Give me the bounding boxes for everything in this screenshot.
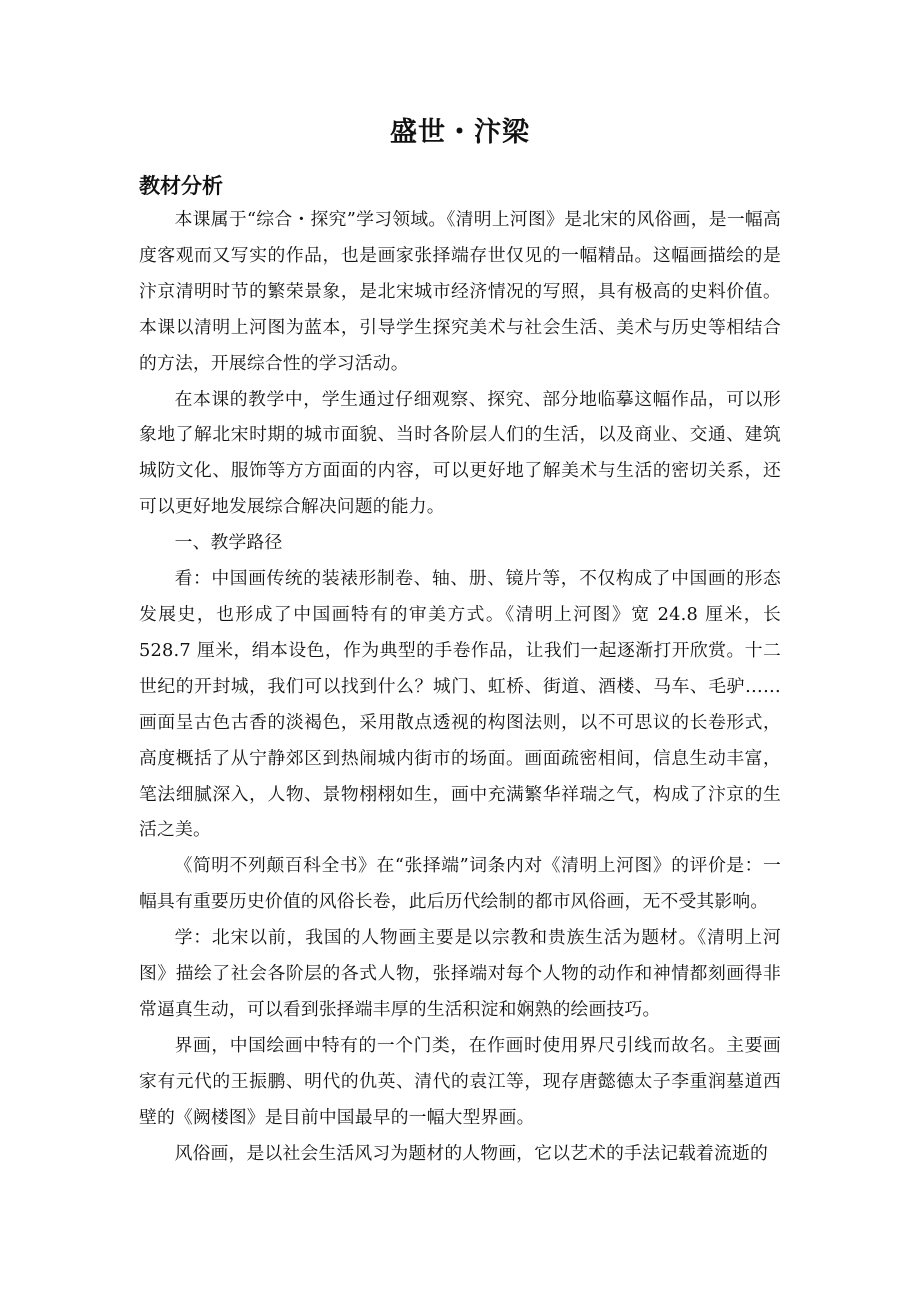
paragraph: 界画，中国绘画中特有的一个门类，在作画时使用界尺引线而故名。主要画家有元代的王振鹏、明代的仇英、清代的袁江等，现存唐懿德太子李重润墓道西壁的《阙楼图》是目前中国最早的一幅大型界画。	[139, 1034, 781, 1128]
body-text	[139, 202, 781, 1171]
page-title: 盛世・汴梁	[390, 117, 530, 148]
section-heading: 教材分析	[139, 174, 223, 198]
subheading-teaching-path: 一、教学路径	[174, 532, 283, 554]
paragraph: 本课属于“综合・探究”学习领域。《清明上河图》是北宋的风俗画，是一幅高度客观而又写实的作品，也是画家张择端存世仅见的一幅精品。这幅画描绘的是汴京清明时节的繁荣景象，是北宋城市经济情况的写照，具有极高的史料价值。本课以清明上河图为蓝本，引导学生探究美术与社会生活、美术与历史等相结合的方法，开展综合性的学习活动。	[139, 209, 781, 374]
paragraph: 《简明不列颠百科全书》在“张择端”词条内对《清明上河图》的评价是：一幅具有重要历史价值的风俗长卷，此后历代绘制的都市风俗画，无不受其影响。	[139, 855, 781, 913]
paragraph: 风俗画，是以社会生活风习为题材的人物画，它以艺术的手法记载着流逝的	[174, 1142, 768, 1164]
paragraph: 看：中国画传统的装裱形制卷、轴、册、镜片等，不仅构成了中国画的形态发展史，也形成了中国画特有的审美方式。《清明上河图》宽 24.8 厘米，长528.7 厘米，绢本设色，作为典型的手卷作品，让我们一起逐渐打开欣赏。十二世纪的开封城，我们可以找到什么？城门、虹桥、街道、酒楼、马车、毛驴……画面呈古色古香的淡褐色，采用散点透视的构图法则，以不可思议的长卷形式，高度概括了从宁静郊区到热闹城内街市的场面。画面疏密相间，信息生动丰富，笔法细腻深入，人物、景物栩栩如生，画中充满繁华祥瑞之气，构成了汴京的生活之美。	[139, 568, 781, 841]
paragraph: 在本课的教学中，学生通过仔细观察、探究、部分地临摹这幅作品，可以形象地了解北宋时期的城市面貌、当时各阶层人们的生活，以及商业、交通、建筑城防文化、服饰等方方面面的内容，可以更好地了解美术与生活的密切关系，还可以更好地发展综合解决问题的能力。	[139, 388, 781, 518]
paragraph: 学：北宋以前，我国的人物画主要是以宗教和贵族生活为题材。《清明上河图》描绘了社会各阶层的各式人物，张择端对每个人物的动作和神情都刻画得非常逼真生动，可以看到张择端丰厚的生活积淀和娴熟的绘画技巧。	[139, 927, 781, 1020]
